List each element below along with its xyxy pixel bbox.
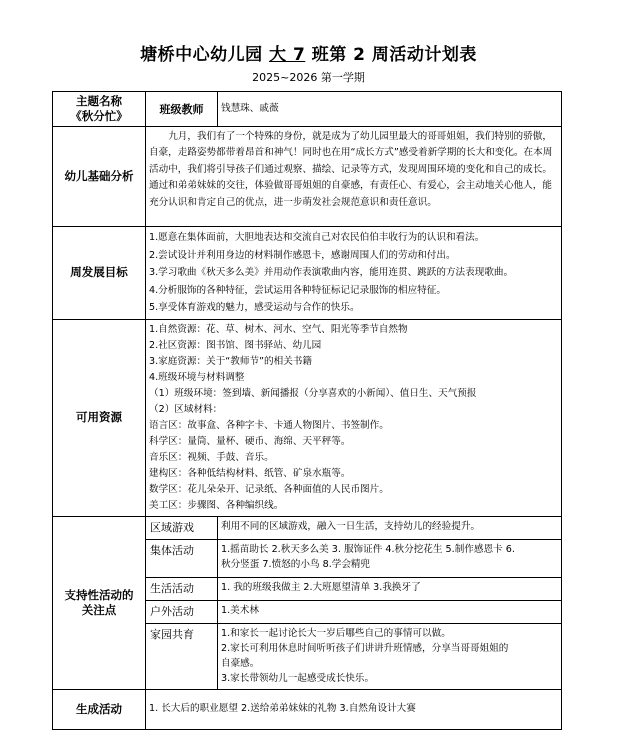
goal-item: 2.尝试设计并利用身边的材料制作感恩卡，感谢周围人们的劳动和付出。 — [149, 249, 456, 261]
resource-item: （2）区域材料： — [149, 403, 223, 415]
support-line: 自豪感。 — [221, 657, 260, 669]
goals-list — [146, 227, 562, 320]
header-row — [53, 92, 562, 127]
generated-label: 生成活动 — [53, 689, 146, 729]
support-row-content — [218, 516, 562, 539]
resource-item: （1）班级环境：签到墙、新闻播报（分享喜欢的小新闻）、值日生、天气预报 — [149, 387, 477, 399]
generated-row — [53, 689, 562, 729]
teacher-label: 班级教师 — [146, 92, 218, 127]
resource-item: 科学区：量筒、量杯、硬币、海绵、天平秤等。 — [149, 435, 351, 447]
resource-item: 美工区：步骤图、各种编织线。 — [149, 499, 284, 511]
support-line: 1.美术林 — [221, 604, 259, 616]
generated-line: 1. 长大后的职业愿望 2.送给弟弟妹妹的礼物 3.自然角设计大赛 — [149, 703, 416, 715]
title-prefix: 塘桥中心幼儿园 — [140, 45, 263, 65]
goal-item: 4.分析服饰的各种特征，尝试运用各种特征标记记录服饰的相应特征。 — [149, 284, 446, 296]
goals-row — [53, 227, 562, 320]
resource-item: 数学区：花儿朵朵开、记录纸、各种面值的人民币图片。 — [149, 483, 389, 495]
support-row-content — [218, 539, 562, 577]
foundation-label: 幼儿基础分析 — [53, 127, 146, 227]
support-line: 利用不同的区域游戏，融入一日生活，支持幼儿的经验提升。 — [221, 520, 481, 532]
support-row-content — [218, 600, 562, 623]
support-row-name: 户外活动 — [146, 600, 218, 623]
support-label — [53, 516, 146, 689]
support-row-name: 区域游戏 — [146, 516, 218, 539]
support-label-line2: 关注点 — [81, 602, 117, 617]
goal-item: 1.愿意在集体面前，大胆地表达和交流自己对农民伯伯丰收行为的认识和看法。 — [149, 232, 485, 243]
resources-list — [146, 319, 562, 516]
support-line: 1.摇苗助长 2.秋天多么美 3. 服饰证件 4.秋分挖花生 5.制作感恩卡 6. — [221, 543, 515, 555]
theme-cell — [53, 92, 146, 127]
title-suffix: 班第 2 周活动计划表 — [311, 45, 477, 65]
theme-name: 《秋分忙》 — [70, 109, 128, 123]
goal-item: 5.享受体育游戏的魅力，感受运动与合作的快乐。 — [149, 302, 360, 313]
support-row-area-games — [53, 516, 562, 539]
teacher-names: 钱慧珠、戚薇 — [218, 92, 562, 127]
support-line: 2.家长可利用休息时间听听孩子们讲讲升班情感，分享当哥哥姐姐的 — [221, 642, 509, 654]
support-label-line1: 支持性活动的 — [64, 587, 134, 602]
support-row-name: 生活活动 — [146, 577, 218, 600]
resource-item: 2.社区资源：图书馆、图书驿站、幼儿园 — [149, 339, 322, 351]
page-title — [0, 40, 617, 65]
goals-label: 周发展目标 — [53, 227, 146, 320]
resources-label: 可用资源 — [53, 319, 146, 516]
support-line: 秋分竖蛋 7.愤怒的小鸟 8.学会精兜 — [221, 559, 371, 570]
support-row-content — [218, 623, 562, 689]
foundation-text: 九月，我们有了一个特殊的身份，就是成为了幼儿园里最大的哥哥姐姐，我们特别的骄傲，自豪，走路姿势都带着昂首和神气！同时也在用“成长方式”感受着新学期的长大和变化。在本周活动中，我们将引导孩子们通过观察、描绘、记录等方式，发现周围环境的变化和自己的成长。通过和弟弟妹妹的交往，体验做哥哥姐姐的自豪感，有责任心、有爱心，会主动地关心他人，能充分认识和肯定自己的优点，进一步萌发社会规范意识和责任意识。 — [146, 127, 562, 227]
support-line: 1.和家长一起讨论长大一岁后哪些自己的事情可以做。 — [221, 627, 451, 639]
generated-text — [146, 689, 562, 729]
theme-label: 主题名称 — [76, 94, 122, 108]
resource-item: 建构区：各种低结构材料、纸管、矿泉水瓶等。 — [149, 467, 351, 479]
resource-item: 4.班级环境与材料调整 — [149, 371, 245, 383]
resource-item: 语言区：故事盒、各种字卡、卡通人物图片、书签制作。 — [149, 419, 389, 431]
resources-row — [53, 319, 562, 516]
support-line: 3.家长带领幼儿一起感受成长快乐。 — [221, 672, 375, 684]
plan-table — [52, 91, 562, 730]
class-name: 大 7 — [269, 45, 306, 65]
goal-item: 3.学习歌曲《秋天多么美》并用动作表演歌曲内容，能用连贯、跳跃的方法表现歌曲。 — [149, 267, 514, 278]
foundation-row — [53, 127, 562, 227]
resource-item: 3.家庭资源：关于“教师节”的相关书籍 — [149, 355, 312, 367]
support-row-name: 家园共育 — [146, 623, 218, 689]
support-row-content — [218, 577, 562, 600]
resource-item: 1.自然资源：花、草、树木、河水、空气、阳光等季节自然物 — [149, 323, 408, 335]
resource-item: 音乐区：视频、手鼓、音乐。 — [149, 451, 274, 463]
support-row-name: 集体活动 — [146, 539, 218, 577]
semester-subtitle: 2025~2026 第一学期 — [252, 71, 365, 84]
support-line: 1. 我的班级我做主 2.大班愿望清单 3.我换牙了 — [221, 581, 421, 593]
